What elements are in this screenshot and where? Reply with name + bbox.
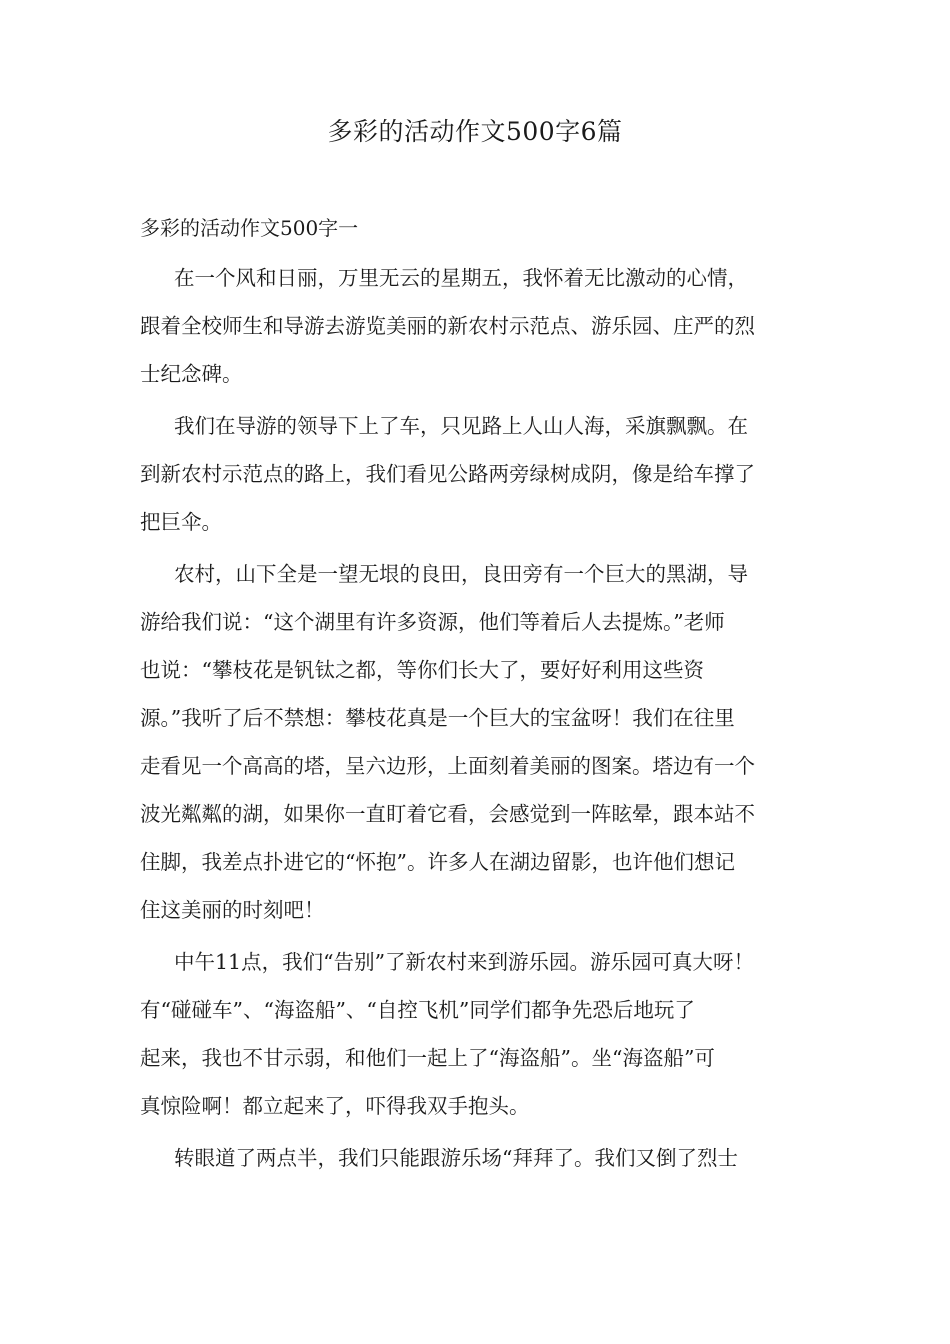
paragraph xyxy=(140,258,820,402)
paragraph-line: 转眼道了两点半，我们只能跟游乐场“拜拜了。我们又倒了烈士 xyxy=(174,1146,738,1170)
paragraph-line: 源。”我听了后不禁想：攀枝花真是一个巨大的宝盆呀！我们在往里 xyxy=(140,706,735,730)
paragraph xyxy=(140,406,820,550)
paragraph-line: 到新农村示范点的路上，我们看见公路两旁绿树成阴，像是给车撑了 xyxy=(140,462,755,486)
paragraph-line: 跟着全校师生和导游去游览美丽的新农村示范点、游乐园、庄严的烈 xyxy=(140,314,755,338)
paragraph-line: 也说：“攀枝花是钒钛之都，等你们长大了，要好好利用这些资 xyxy=(140,658,704,682)
paragraph-line: 游给我们说：“这个湖里有许多资源，他们等着后人去提炼。”老师 xyxy=(140,610,725,634)
paragraph-line: 住脚，我差点扑进它的“怀抱”。许多人在湖边留影，也许他们想记 xyxy=(140,850,735,874)
paragraph-line: 在一个风和日丽，万里无云的星期五，我怀着无比激动的心情， xyxy=(174,266,748,290)
paragraph-line: 真惊险啊！都立起来了，吓得我双手抱头。 xyxy=(140,1094,530,1118)
paragraph-line: 有“碰碰车”、“海盗船”、“自控飞机”同学们都争先恐后地玩了 xyxy=(140,998,695,1022)
document-title: 多彩的活动作文500字6篇 xyxy=(327,117,623,146)
paragraph-line: 住这美丽的时刻吧！ xyxy=(140,898,325,922)
document-body xyxy=(140,258,820,1190)
paragraph-line: 波光粼粼的湖，如果你一直盯着它看，会感觉到一阵眩晕，跟本站不 xyxy=(140,802,755,826)
paragraph xyxy=(140,554,820,938)
paragraph-line: 农村，山下全是一望无垠的良田，良田旁有一个巨大的黑湖，导 xyxy=(174,562,748,586)
paragraph-line: 我们在导游的领导下上了车，只见路上人山人海，采旗飘飘。在 xyxy=(174,414,748,438)
paragraph-line: 中午11点，我们“告别”了新农村来到游乐园。游乐园可真大呀！ xyxy=(174,950,755,974)
paragraph xyxy=(140,1138,820,1186)
section-heading: 多彩的活动作文500字一 xyxy=(140,216,359,240)
paragraph-line: 把巨伞。 xyxy=(140,510,222,534)
paragraph-line: 士纪念碑。 xyxy=(140,362,243,386)
paragraph-line: 走看见一个高高的塔，呈六边形，上面刻着美丽的图案。塔边有一个 xyxy=(140,754,755,778)
paragraph xyxy=(140,942,820,1134)
paragraph-line: 起来，我也不甘示弱，和他们一起上了“海盗船”。坐“海盗船”可 xyxy=(140,1046,715,1070)
